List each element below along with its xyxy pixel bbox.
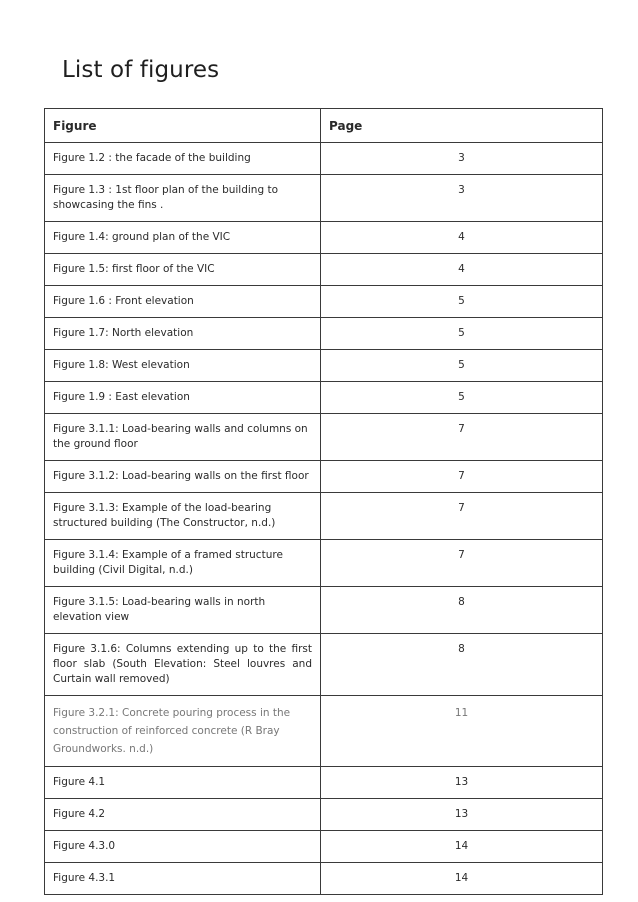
figure-cell: Figure 4.2 bbox=[45, 799, 321, 831]
figure-cell: Figure 1.6 : Front elevation bbox=[45, 286, 321, 318]
page-cell: 5 bbox=[321, 350, 603, 382]
figure-cell: Figure 1.5: first floor of the VIC bbox=[45, 254, 321, 286]
table-row bbox=[45, 799, 603, 831]
figure-cell: Figure 1.8: West elevation bbox=[45, 350, 321, 382]
figure-cell: Figure 3.1.1: Load-bearing walls and columns on the ground floor bbox=[45, 414, 321, 461]
table-row bbox=[45, 634, 603, 696]
figure-cell: Figure 1.7: North elevation bbox=[45, 318, 321, 350]
table-row bbox=[45, 493, 603, 540]
page-cell: 3 bbox=[321, 143, 603, 175]
page-cell: 5 bbox=[321, 318, 603, 350]
page-cell: 14 bbox=[321, 831, 603, 863]
page-cell: 7 bbox=[321, 540, 603, 587]
table-row bbox=[45, 414, 603, 461]
table-row bbox=[45, 587, 603, 634]
page-cell: 3 bbox=[321, 175, 603, 222]
table-row bbox=[45, 254, 603, 286]
table-row bbox=[45, 831, 603, 863]
figure-cell: Figure 3.1.3: Example of the load-bearing structured building (The Constructor, n.d.) bbox=[45, 493, 321, 540]
figures-table bbox=[44, 108, 603, 895]
column-header-figure: Figure bbox=[45, 109, 321, 143]
figure-cell: Figure 1.3 : 1st floor plan of the building to showcasing the fins . bbox=[45, 175, 321, 222]
figure-cell: Figure 4.3.1 bbox=[45, 863, 321, 895]
page-cell: 4 bbox=[321, 222, 603, 254]
column-header-page: Page bbox=[321, 109, 603, 143]
page-cell: 5 bbox=[321, 286, 603, 318]
page-cell: 8 bbox=[321, 634, 603, 696]
page-cell: 5 bbox=[321, 382, 603, 414]
figure-cell: Figure 3.2.1: Concrete pouring process in the construction of reinforced concrete (R Bray Groundworks. n.d.) bbox=[45, 696, 321, 767]
table-row bbox=[45, 540, 603, 587]
page-cell: 7 bbox=[321, 461, 603, 493]
page-cell: 11 bbox=[321, 696, 603, 767]
figure-cell: Figure 1.2 : the facade of the building bbox=[45, 143, 321, 175]
page-cell: 7 bbox=[321, 493, 603, 540]
page-cell: 14 bbox=[321, 863, 603, 895]
table-row bbox=[45, 696, 603, 767]
table-row bbox=[45, 461, 603, 493]
figure-cell: Figure 3.1.5: Load-bearing walls in north elevation view bbox=[45, 587, 321, 634]
page-cell: 13 bbox=[321, 799, 603, 831]
page-title: List of figures bbox=[62, 57, 220, 83]
table-row bbox=[45, 382, 603, 414]
page-cell: 8 bbox=[321, 587, 603, 634]
table-header-row bbox=[45, 109, 603, 143]
figure-cell: Figure 3.1.2: Load-bearing walls on the first floor bbox=[45, 461, 321, 493]
table-row bbox=[45, 350, 603, 382]
table-row bbox=[45, 222, 603, 254]
table-row bbox=[45, 175, 603, 222]
table-row bbox=[45, 863, 603, 895]
table-row bbox=[45, 286, 603, 318]
figure-cell: Figure 4.1 bbox=[45, 767, 321, 799]
table-row bbox=[45, 143, 603, 175]
figure-cell: Figure 3.1.6: Columns extending up to the first floor slab (South Elevation: Steel louvres and Curtain wall removed) bbox=[45, 634, 321, 696]
figure-cell: Figure 1.9 : East elevation bbox=[45, 382, 321, 414]
page-cell: 13 bbox=[321, 767, 603, 799]
table-row bbox=[45, 767, 603, 799]
page-cell: 7 bbox=[321, 414, 603, 461]
page-cell: 4 bbox=[321, 254, 603, 286]
figure-cell: Figure 4.3.0 bbox=[45, 831, 321, 863]
figure-cell: Figure 3.1.4: Example of a framed structure building (Civil Digital, n.d.) bbox=[45, 540, 321, 587]
figure-cell: Figure 1.4: ground plan of the VIC bbox=[45, 222, 321, 254]
table-row bbox=[45, 318, 603, 350]
